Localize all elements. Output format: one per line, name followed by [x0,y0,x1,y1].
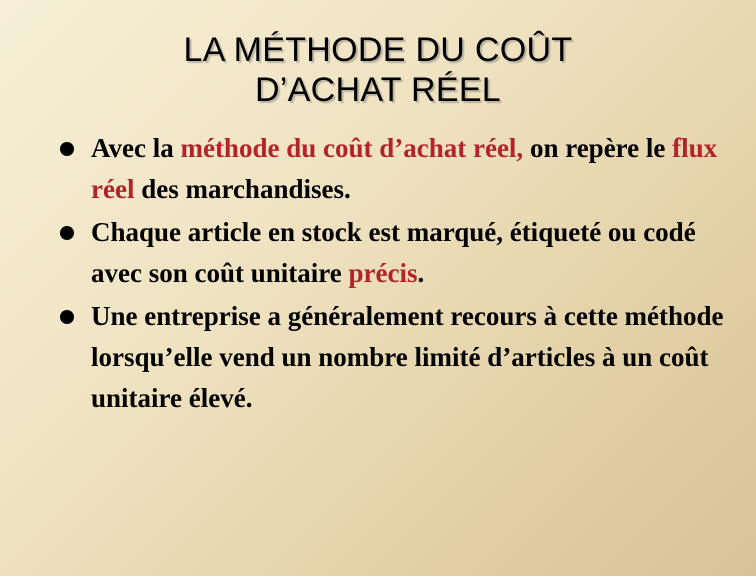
bullet-2-text-b: . [417,258,425,288]
bullet-dot-icon [60,226,74,240]
bullet-list [60,128,740,421]
bullet-2-emphasis-precis: précis [348,258,418,288]
title-line-2: D’ACHAT RÉEL [254,71,502,109]
slide-title [0,30,756,110]
bullet-1-text-c: des marchandises. [134,174,351,204]
bullet-item-2 [60,212,740,294]
bullet-3-text: Une entreprise a généralement recours à cette méthode lorsqu’elle vend un nombre limité d’articles à un coût unitaire élevé. [91,301,724,413]
bullet-dot-icon [60,310,74,324]
bullet-2-text-a: Chaque article en stock est marqué, étiqueté ou codé avec son coût unitaire [91,217,696,288]
bullet-item-1 [60,128,740,210]
bullet-dot-icon [60,142,74,156]
title-line-1: LA MÉTHODE DU COÛT [183,31,573,69]
bullet-1-emphasis-flux: flux réel [91,133,718,204]
bullet-1-emphasis-method: méthode du coût d’achat réel, [180,133,524,163]
bullet-1-text-a: Avec la [91,133,181,163]
bullet-1-text-b: on repère le [523,133,673,163]
bullet-item-3 [60,296,740,419]
